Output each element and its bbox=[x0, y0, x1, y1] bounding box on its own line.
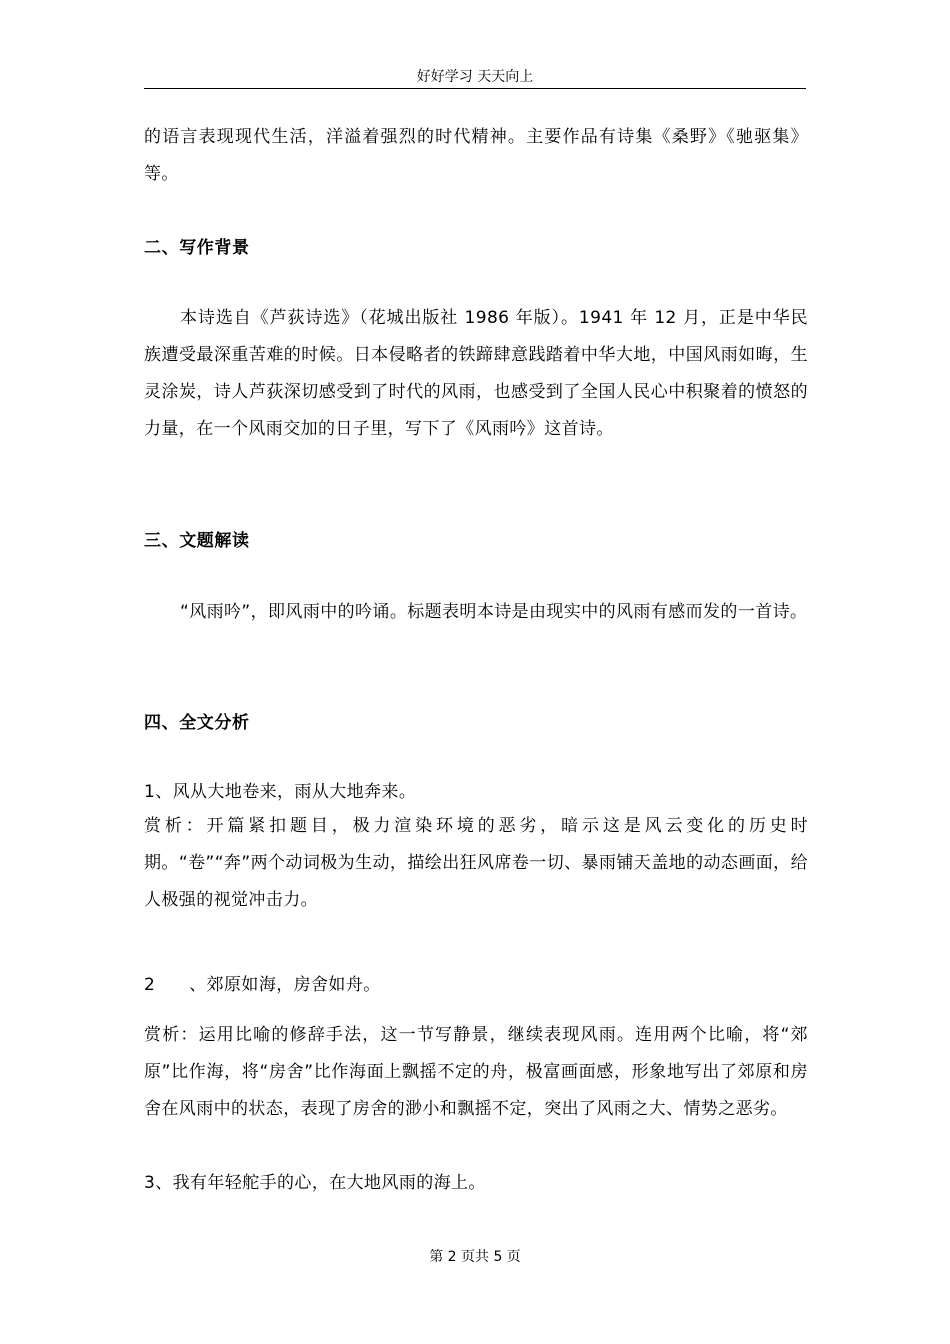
analysis-item-2-line bbox=[144, 974, 808, 996]
analysis-item-3-line: 3、我有年轻舵手的心，在大地风雨的海上。 bbox=[144, 1173, 486, 1193]
background-paragraph: 本诗选自《芦荻诗选》（花城出版社 1986 年版）。1941 年 12 月，正是中华民族遭受最深重苦难的时候。日本侵略者的铁蹄肆意践踏着中华大地，中国风雨如晦，生灵涂炭，诗人芦荻深切感受到了时代的风雨，也感受到了全国人民心中积聚着的愤怒的力量，在一个风雨交加的日子里，写下了《风雨吟》这首诗。 bbox=[144, 308, 808, 439]
section-heading-background: 二、写作背景 bbox=[144, 238, 250, 258]
analysis-item-1-commentary: 赏析：开篇紧扣题目，极力渲染环境的恶劣，暗示这是风云变化的历史时期。“卷”“奔”两个动词极为生动，描绘出狂风席卷一切、暴雨铺天盖地的动态画面，给人极强的视觉冲击力。 bbox=[144, 816, 808, 910]
page-footer: 第 2 页共 5 页 bbox=[429, 1249, 521, 1265]
analysis-item-1-line: 1、风从大地卷来，雨从大地奔来。 bbox=[144, 782, 417, 802]
section-heading-analysis: 四、全文分析 bbox=[144, 713, 250, 733]
header-divider bbox=[144, 88, 806, 89]
page-header: 好好学习 天天向上 bbox=[416, 69, 534, 85]
title-reading-paragraph: “风雨吟”，即风雨中的吟诵。标题表明本诗是由现实中的风雨有感而发的一首诗。 bbox=[180, 602, 808, 622]
section-heading-title-reading: 三、文题解读 bbox=[144, 531, 250, 551]
intro-tail-paragraph: 的语言表现现代生活，洋溢着强烈的时代精神。主要作品有诗集《桑野》《驰驱集》等。 bbox=[144, 127, 808, 184]
analysis-item-2-text: 、郊原如海，房舍如舟。 bbox=[189, 975, 381, 995]
analysis-item-2-number: 2 bbox=[144, 975, 156, 995]
analysis-item-2-commentary: 赏析：运用比喻的修辞手法，这一节写静景，继续表现风雨。连用两个比喻，将“郊原”比作海，将“房舍”比作海面上飘摇不定的舟，极富画面感，形象地写出了郊原和房舍在风雨中的状态，表现了房舍的渺小和飘摇不定，突出了风雨之大、情势之恶劣。 bbox=[144, 1025, 808, 1119]
